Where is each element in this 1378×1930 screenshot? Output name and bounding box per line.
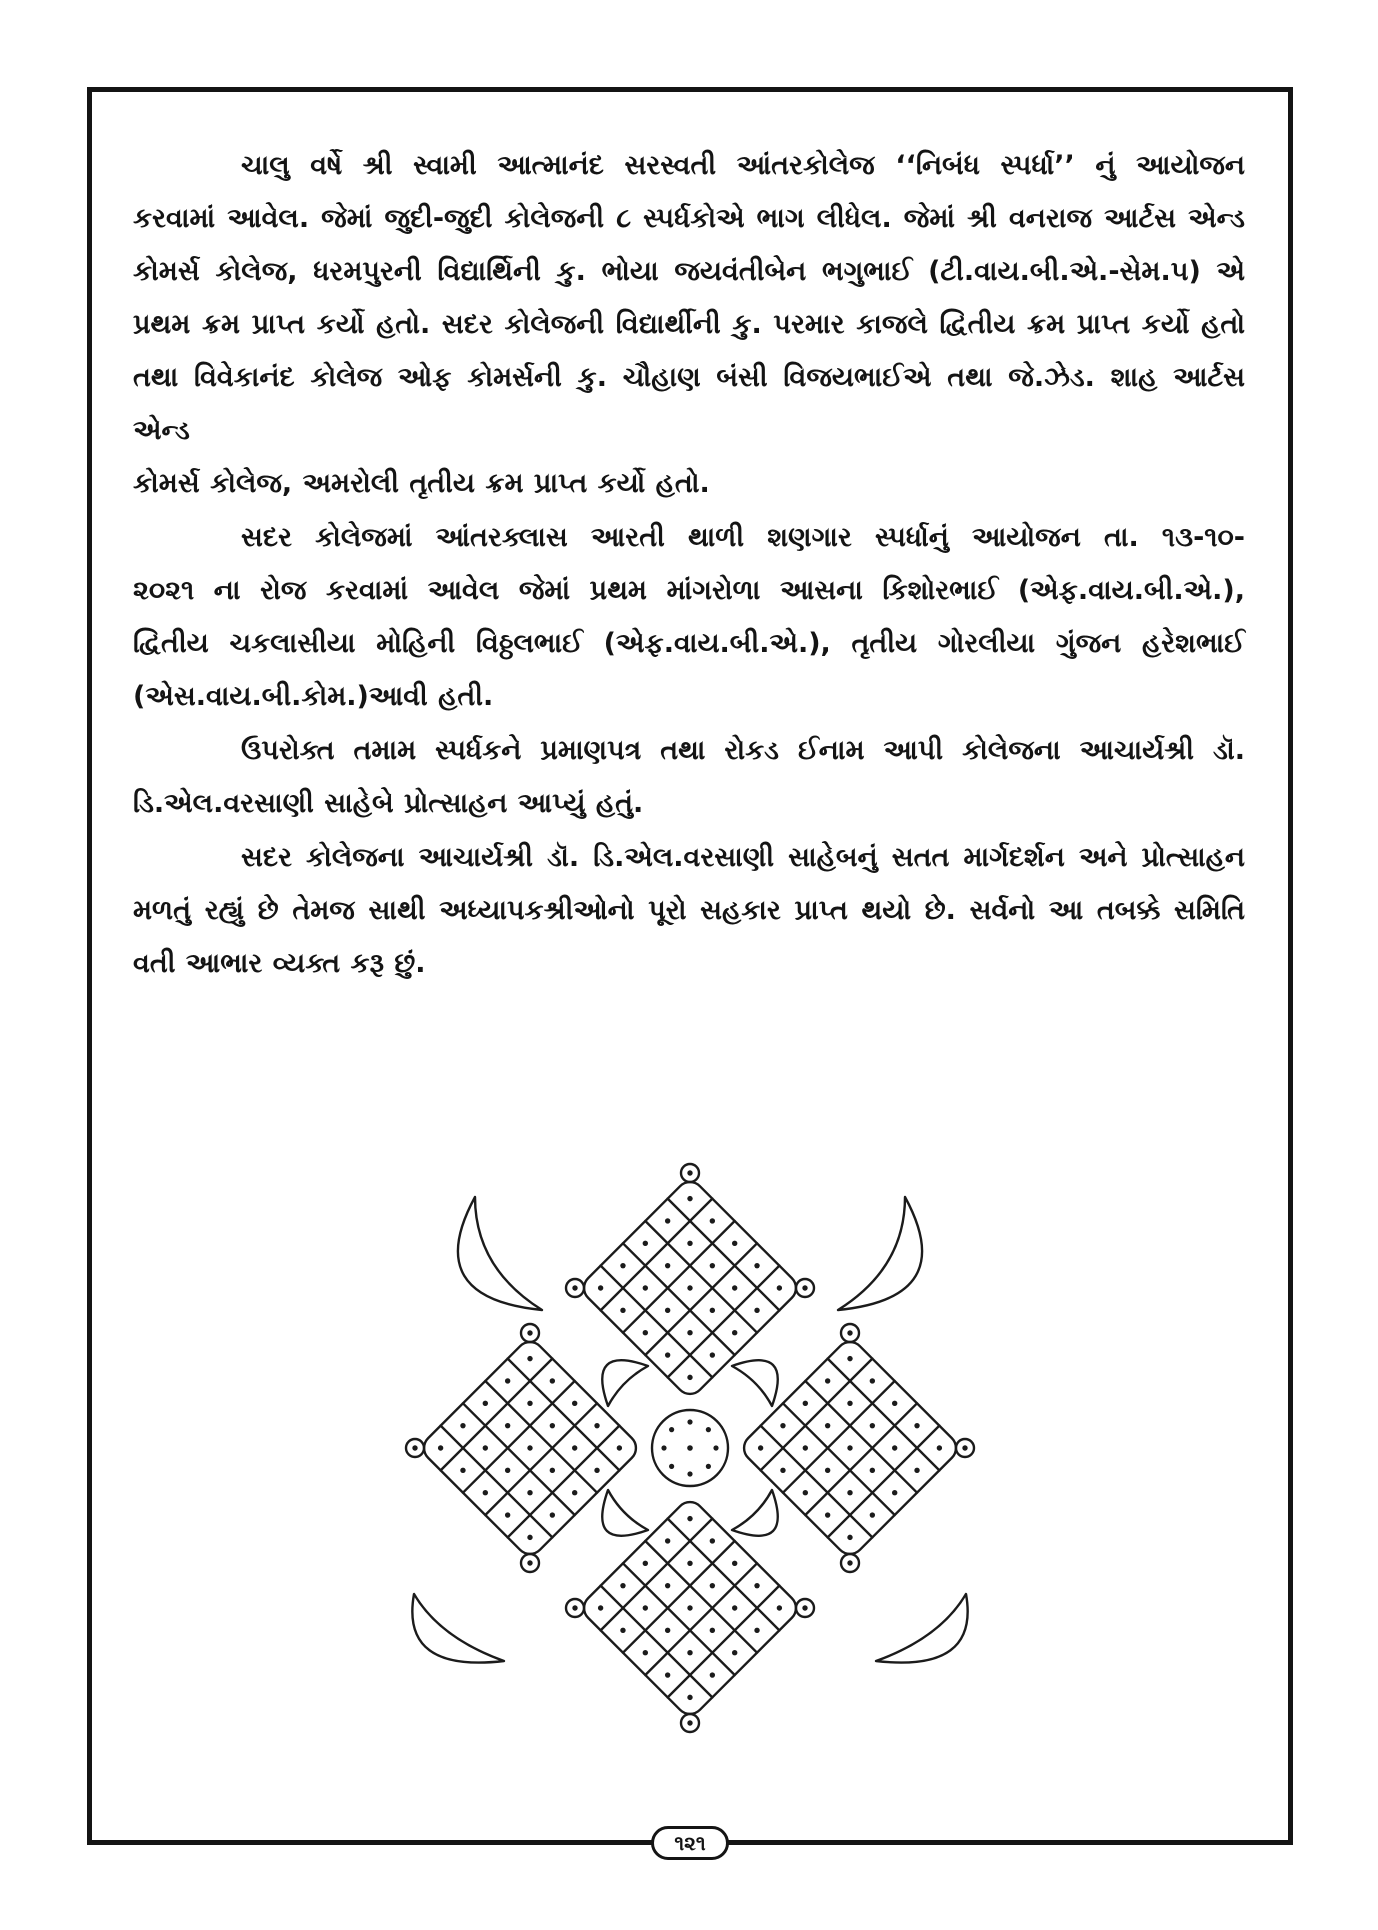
rangoli-lobe-bottom	[578, 1496, 801, 1719]
lattice-line	[463, 1381, 575, 1493]
rangoli-dot	[846, 1444, 854, 1452]
rangoli-dot	[846, 1355, 854, 1363]
inner-crescent-top-right	[732, 1360, 778, 1406]
lattice-line	[783, 1403, 895, 1515]
rangoli-dot	[641, 1604, 649, 1612]
rangoli-dot	[686, 1515, 694, 1523]
tip-loop-dot	[687, 1720, 692, 1725]
crescent-top-right	[838, 1197, 922, 1310]
lattice-line	[645, 1221, 757, 1333]
rangoli-dot	[526, 1444, 534, 1452]
text-line: પ્રથમ ક્રમ પ્રાપ્ત કર્યો હતો. સદર કોલેજની વિદ્યાર્થીની કુ. પરમાર કાજલે દ્વિતીય ક્રમ પ્રાપ્ત કર્યો હતો	[133, 309, 1245, 340]
rangoli-dot	[593, 1422, 601, 1430]
text-line: મળતું રહ્યું છે તેમજ સાથી અધ્યાપકશ્રીઓનો પૂરો સહકાર પ્રાપ્ત થયો છે. સર્વનો આ તબક્કે સમિતિ	[133, 895, 1245, 926]
rangoli-dot	[913, 1467, 921, 1475]
rangoli-dot	[709, 1262, 717, 1270]
text-line: (એસ.વાય.બી.કોમ.)આવી હતી.	[133, 681, 494, 712]
lattice-line	[485, 1381, 597, 1493]
rangoli-dot	[731, 1559, 739, 1567]
rangoli-dot	[709, 1582, 717, 1590]
center-ring-dot	[687, 1471, 692, 1476]
rangoli-dot	[779, 1467, 787, 1475]
document-body	[133, 139, 1245, 991]
tip-loop-dot	[527, 1560, 532, 1565]
rangoli-dot	[571, 1399, 579, 1407]
rangoli-lobe-left	[418, 1336, 641, 1559]
inner-crescent-bottom-left	[602, 1490, 648, 1536]
rangoli-illustration	[400, 1158, 980, 1738]
rangoli-dot	[597, 1604, 605, 1612]
tip-loop-dot	[962, 1445, 967, 1450]
paragraph-essay-competition	[133, 139, 1245, 510]
rangoli-dot	[776, 1604, 784, 1612]
text-line: વતી આભાર વ્યક્ત કરૂ છું.	[133, 948, 426, 979]
text-line: ૨૦૨૧ ના રોજ કરવામાં આવેલ જેમાં પ્રથમ માંગરોળા આસના કિશોરભાઈ (એફ.વાય.બી.એ.),	[133, 575, 1245, 606]
rangoli-dot	[664, 1351, 672, 1359]
rangoli-dot	[801, 1399, 809, 1407]
rangoli-dot	[664, 1582, 672, 1590]
rangoli-dot	[686, 1195, 694, 1203]
rangoli-dot	[757, 1444, 765, 1452]
rangoli-dot	[824, 1377, 832, 1385]
rangoli-dot	[641, 1329, 649, 1337]
rangoli-dot	[709, 1351, 717, 1359]
tip-loop-dot	[527, 1330, 532, 1335]
lattice-line	[828, 1359, 940, 1471]
rangoli-dot	[549, 1422, 557, 1430]
rangoli-dot	[686, 1604, 694, 1612]
lattice-line	[623, 1243, 735, 1355]
lattice-line	[783, 1381, 895, 1493]
rangoli-dot	[664, 1262, 672, 1270]
center-ring-dot	[706, 1464, 711, 1469]
center-ring-dot	[669, 1464, 674, 1469]
rangoli-dot	[619, 1627, 627, 1635]
rangoli-dot	[686, 1374, 694, 1382]
text-line: કોમર્સ કોલેજ, ધરમપુરની વિદ્યાર્થિની કુ. ભોયા જયવંતીબેન ભગુભાઈ (ટી.વાય.બી.એ.-સેમ.૫) એ	[133, 256, 1245, 287]
rangoli-dot	[641, 1239, 649, 1247]
center-ring-dot	[687, 1419, 692, 1424]
rangoli-dot	[686, 1239, 694, 1247]
rangoli-dot	[641, 1649, 649, 1657]
lattice-line	[623, 1221, 735, 1333]
rangoli-dot	[891, 1489, 899, 1497]
tip-loop-dot	[412, 1445, 417, 1450]
rangoli-dot	[664, 1217, 672, 1225]
rangoli-dot	[686, 1284, 694, 1292]
text-line: સદર કોલેજના આચાર્યશ્રી ડૉ. ડિ.એલ.વરસાણી સાહેબનું સતત માર્ગદર્શન અને પ્રોત્સાહન	[241, 842, 1245, 873]
rangoli-dot	[709, 1217, 717, 1225]
rangoli-dot	[731, 1604, 739, 1612]
rangoli-dot	[709, 1537, 717, 1545]
rangoli-dot	[504, 1377, 512, 1385]
text-line: ઉપરોક્ત તમામ સ્પર્ધકને પ્રમાણપત્ર તથા રોકડ ઈનામ આપી કોલેજના આચાર્યશ્રી ડૉ.	[241, 735, 1245, 766]
rangoli-dot	[619, 1582, 627, 1590]
lattice-line	[623, 1563, 735, 1675]
rangoli-dot	[504, 1422, 512, 1430]
center-ring-dot	[661, 1445, 666, 1450]
rangoli-dot	[891, 1399, 899, 1407]
rangoli-dot	[731, 1649, 739, 1657]
rangoli-dot	[869, 1422, 877, 1430]
rangoli-dot	[686, 1649, 694, 1657]
tip-loop-dot	[572, 1605, 577, 1610]
rangoli-dot	[731, 1284, 739, 1292]
rangoli-dot	[481, 1489, 489, 1497]
rangoli-dot	[824, 1467, 832, 1475]
rangoli-dot	[869, 1467, 877, 1475]
rangoli-lobe-top	[578, 1176, 801, 1399]
text-line: ચાલુ વર્ષે શ્રી સ્વામી આત્માનંદ સરસ્વતી આંતરકોલેજ ‘‘નિબંધ સ્પર્ધા’’ નું આયોજન	[241, 150, 1245, 181]
center-dot	[687, 1445, 693, 1451]
rangoli-dot	[913, 1422, 921, 1430]
center-ring-dot	[713, 1445, 718, 1450]
text-line: કોમર્સ કોલેજ, અમરોલી તૃતીય ક્રમ પ્રાપ્ત કર્યો હતો.	[133, 468, 710, 499]
crescent-top-left	[458, 1197, 542, 1310]
rangoli-dot	[664, 1307, 672, 1315]
rangoli-dot	[891, 1444, 899, 1452]
rangoli-dot	[571, 1489, 579, 1497]
tip-loop-dot	[802, 1605, 807, 1610]
lattice-line	[645, 1243, 757, 1355]
rangoli-dot	[824, 1422, 832, 1430]
center-ring-dot	[669, 1427, 674, 1432]
rangoli-dot	[846, 1399, 854, 1407]
lattice-line	[805, 1403, 917, 1515]
tip-loop-dot	[802, 1285, 807, 1290]
rangoli-dot	[459, 1422, 467, 1430]
paragraph-prizes	[133, 724, 1245, 830]
text-line: કરવામાં આવેલ. જેમાં જુદી-જુદી કોલેજની ૮ સ્પર્ધકોએ ભાગ લીધેલ. જેમાં શ્રી વનરાજ આર્ટસ એન્ડ	[133, 203, 1245, 234]
rangoli-dot	[526, 1399, 534, 1407]
center-ring-dot	[706, 1427, 711, 1432]
rangoli-dot	[686, 1329, 694, 1337]
rangoli-dot	[664, 1671, 672, 1679]
rangoli-dot	[593, 1467, 601, 1475]
rangoli-dot	[709, 1627, 717, 1635]
lattice-line	[623, 1541, 735, 1653]
rangoli-dot	[709, 1671, 717, 1679]
rangoli-dot	[597, 1284, 605, 1292]
paragraph-acknowledgement	[133, 831, 1245, 990]
rangoli-dot	[526, 1534, 534, 1542]
lattice-line	[601, 1199, 713, 1311]
rangoli-dot	[664, 1627, 672, 1635]
rangoli-dot	[459, 1467, 467, 1475]
tip-loop-dot	[687, 1170, 692, 1175]
inner-crescent-bottom-right	[732, 1490, 778, 1536]
text-line: ડિ.એલ.વરસાણી સાહેબે પ્રોત્સાહન આપ્યું હતું.	[133, 788, 644, 819]
rangoli-dot	[549, 1467, 557, 1475]
lattice-line	[805, 1381, 917, 1493]
rangoli-dot	[504, 1467, 512, 1475]
rangoli-lobe-right	[738, 1336, 961, 1559]
lattice-line	[601, 1586, 713, 1698]
rangoli-dot	[753, 1627, 761, 1635]
rangoli-dot	[481, 1399, 489, 1407]
rangoli-dot	[753, 1582, 761, 1590]
rangoli-dot	[641, 1559, 649, 1567]
rangoli-dot	[731, 1329, 739, 1337]
text-line: દ્વિતીય ચકલાસીયા મોહિની વિઠ્ઠલભાઈ (એફ.વાય.બી.એ.), તૃતીય ગોરલીયા ગુંજન હરેશભાઈ	[133, 628, 1245, 659]
lattice-line	[441, 1359, 553, 1471]
rangoli-dot	[846, 1489, 854, 1497]
rangoli-dot	[846, 1534, 854, 1542]
rangoli-dot	[526, 1355, 534, 1363]
lattice-line	[441, 1426, 553, 1538]
inner-crescent-top-left	[602, 1360, 648, 1406]
lattice-line	[645, 1563, 757, 1675]
crescent-bottom-left	[412, 1594, 504, 1663]
rangoli-dot	[936, 1444, 944, 1452]
lattice-line	[668, 1199, 780, 1311]
rangoli-dot	[686, 1694, 694, 1702]
rangoli-dot	[824, 1511, 832, 1519]
rangoli-dot	[641, 1284, 649, 1292]
rangoli-dot	[549, 1377, 557, 1385]
rangoli-dot	[801, 1489, 809, 1497]
tip-loop-dot	[847, 1330, 852, 1335]
rangoli-dot	[869, 1511, 877, 1519]
rangoli-dot	[801, 1444, 809, 1452]
crescent-bottom-right	[876, 1594, 968, 1663]
lattice-line	[485, 1403, 597, 1515]
rangoli-dot	[686, 1559, 694, 1567]
rangoli-dot	[779, 1422, 787, 1430]
rangoli-dot	[731, 1239, 739, 1247]
rangoli-dot	[437, 1444, 445, 1452]
rangoli-dot	[549, 1511, 557, 1519]
text-line: તથા વિવેકાનંદ કોલેજ ઓફ કોમર્સની કુ. ચૌહાણ બંસી વિજયભાઈએ તથા જે.ઝેડ. શાહ આર્ટસ એન્ડ	[133, 362, 1245, 446]
lattice-line	[668, 1586, 780, 1698]
page-number: ૧૨૧	[651, 1826, 729, 1860]
rangoli-dot	[753, 1262, 761, 1270]
rangoli-dot	[869, 1377, 877, 1385]
tip-loop-dot	[572, 1285, 577, 1290]
rangoli-dot	[571, 1444, 579, 1452]
rangoli-dot	[526, 1489, 534, 1497]
lattice-line	[645, 1541, 757, 1653]
rangoli-dot	[776, 1284, 784, 1292]
lattice-line	[463, 1403, 575, 1515]
rangoli-dot	[481, 1444, 489, 1452]
rangoli-dot	[664, 1537, 672, 1545]
rangoli-dot	[504, 1511, 512, 1519]
rangoli-dot	[709, 1307, 717, 1315]
rangoli-dot	[616, 1444, 624, 1452]
paragraph-aarti-thali-competition	[133, 511, 1245, 723]
rangoli-dot	[753, 1307, 761, 1315]
lattice-line	[828, 1426, 940, 1538]
text-line: સદર કોલેજમાં આંતરક્લાસ આરતી થાળી શણગાર સ્પર્ધાનું આયોજન તા. ૧૩-૧૦-	[241, 522, 1245, 553]
rangoli-dot	[619, 1307, 627, 1315]
tip-loop-dot	[847, 1560, 852, 1565]
rangoli-dot	[619, 1262, 627, 1270]
